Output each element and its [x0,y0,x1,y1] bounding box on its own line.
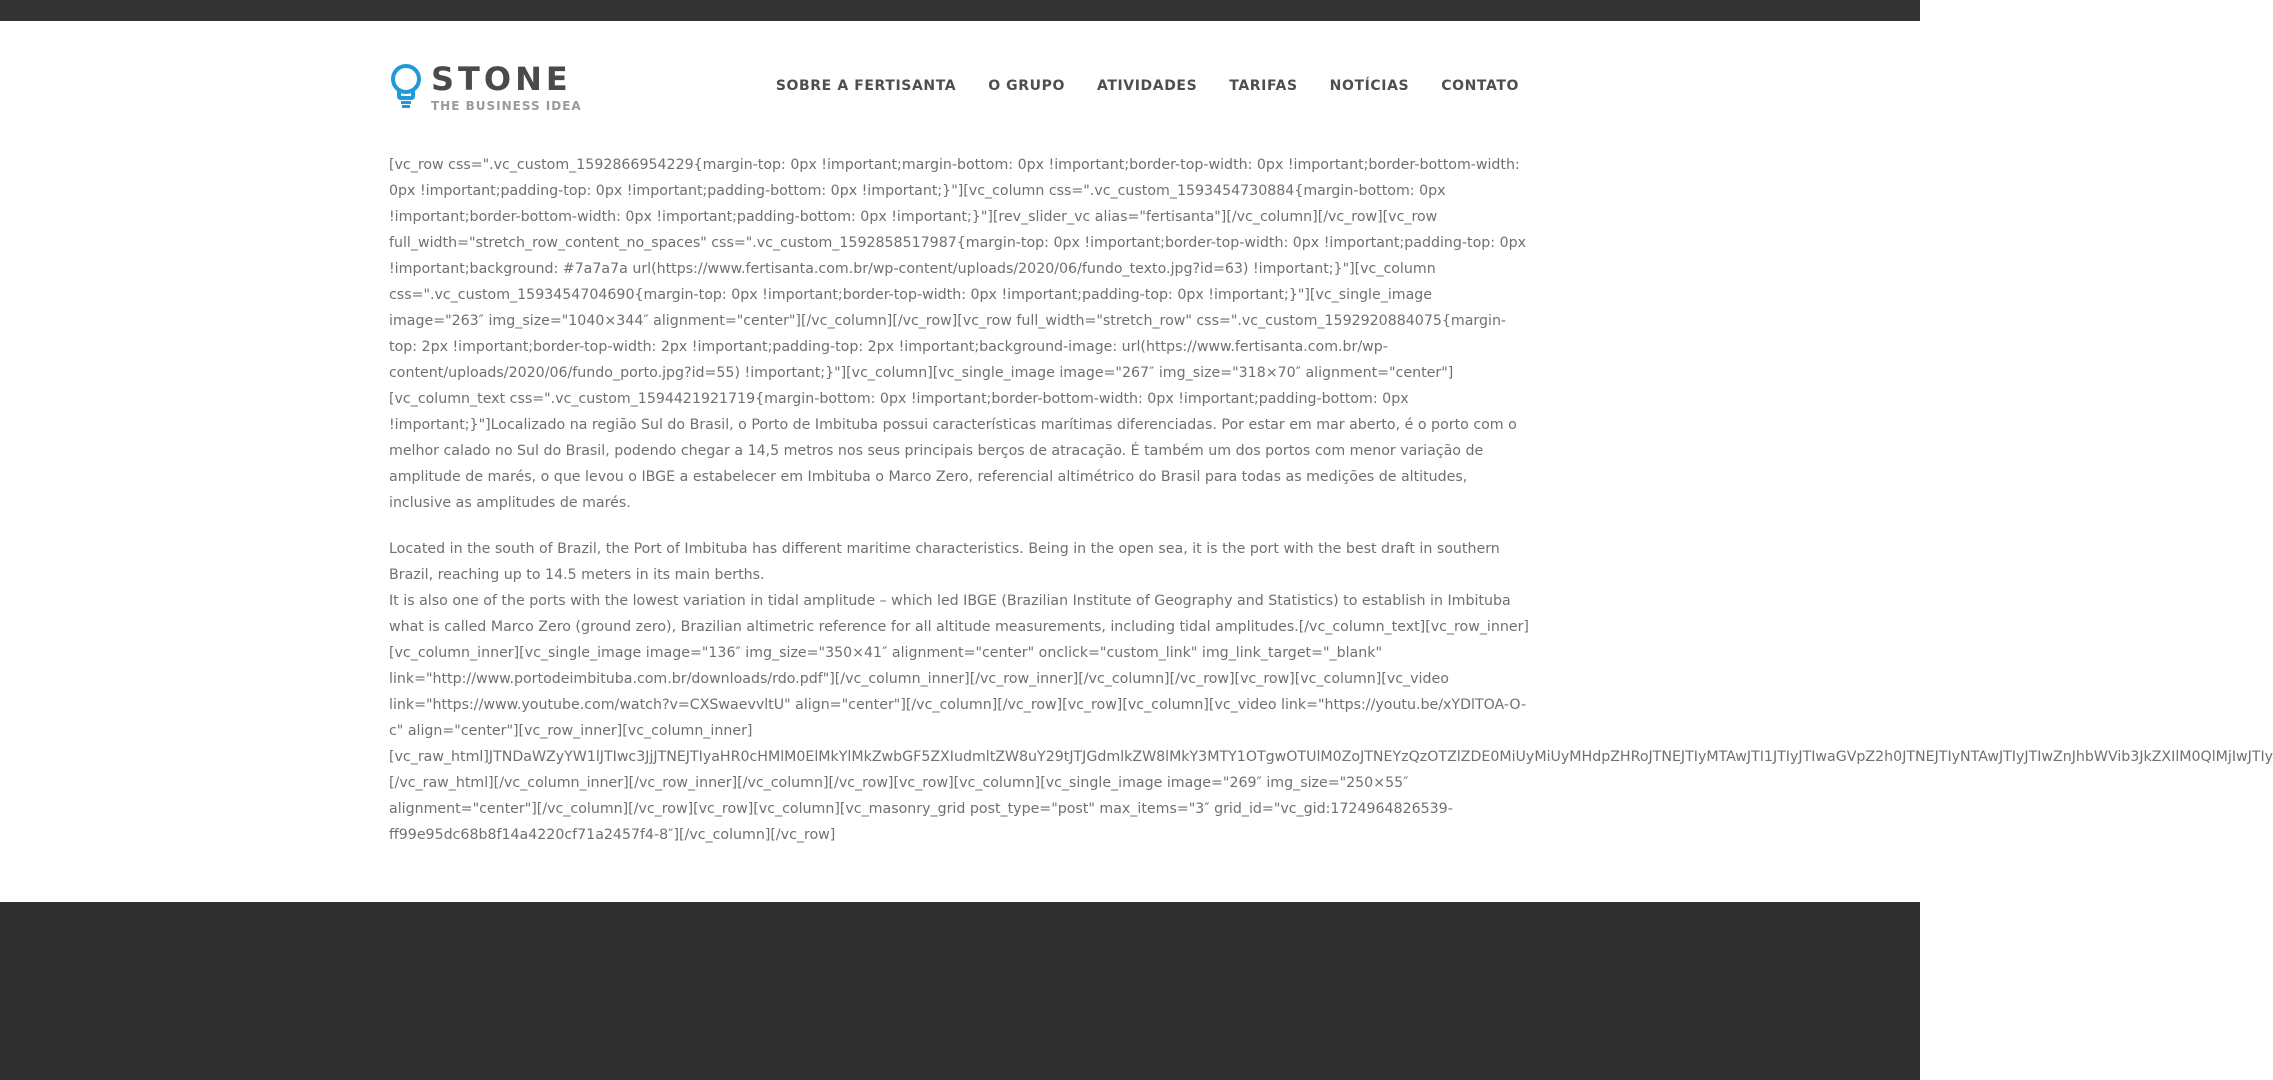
site-logo[interactable] [389,61,582,131]
nav-item-atividades[interactable]: ATIVIDADES [1096,78,1198,94]
content-paragraph-shortcodes: [/vc_raw_html][/vc_column_inner][/vc_row_inner][/vc_column][/vc_row][vc_row][vc_column][vc_single_image image="269″ img_size="250×55″ alignment="center"][/vc_column][/vc_row][vc_row][vc_column][vc_masonry_grid post_type="post" max_items="3″ grid_id="vc_gid:1724964826539-ff99e95dc68b8f14a4220cf71a2457f4-8″][/vc_column][/vc_row] [389,775,1453,843]
page-content [389,152,2273,868]
logo-title: STONE [431,60,572,98]
content-paragraph-pt: [vc_row css=".vc_custom_1592866954229{margin-top: 0px !important;margin-bottom: 0px !important;border-top-width: 0px !important;border-bottom-width: 0px !important;padding-top: 0px !important;padding-bottom: 0px !important;}"][vc_column css=".vc_custom_1593454730884{margin-bottom: 0px !important;border-bottom-width: 0px !important;padding-bottom: 0px !important;}"][rev_slider_vc alias="fertisanta"][/vc_column][/vc_row][vc_row full_width="stretch_row_content_no_spaces" css=".vc_custom_1592858517987{margin-top: 0px !important;border-top-width: 0px !important;padding-top: 0px !important;background: #7a7a7a url(https://www.fertisanta.com.br/wp-content/uploads/2020/06/fundo_texto.jpg?id=63) !important;}"][vc_column css=".vc_custom_1593454704690{margin-top: 0px !important;border-top-width: 0px !important;padding-top: 0px !important;}"][vc_single_image image="263″ img_size="1040×344″ alignment="center"][/vc_column][/vc_row][vc_row full_width="stretch_row" css=".vc_custom_1592920884075{margin-top: 2px !important;border-top-width: 2px !important;padding-top: 2px !important;background-image: url(https://www.fertisanta.com.br/wp-content/uploads/2020/06/fundo_porto.jpg?id=55) !important;}"][vc_column][vc_single_image image="267″ img_size="318×70″ alignment="center"][vc_column_text css=".vc_custom_1594421921719{margin-bottom: 0px !important;border-bottom-width: 0px !important;padding-bottom: 0px !important;}"]Localizado na região Sul do Brasil, o Porto de Imbituba possui características marítimas diferenciadas. Por estar em mar aberto, é o porto com o melhor calado no Sul do Brasil, podendo chegar a 14,5 metros nos seus principais berços de atracação. É também um dos portos com menor variação de amplitude de marés, o que levou o IBGE a estabelecer em Imbituba o Marco Zero, referencial altimétrico do Brasil para todas as medições de altitudes, inclusive as amplitudes de marés. [389,157,1527,511]
site-header [0,21,1920,131]
content-paragraph-en-2: It is also one of the ports with the lowest variation in tidal amplitude – which led IBGE (Brazilian Institute of Geography and Statistics) to establish in Imbituba what is called Marco Zero (ground zero), Brazilian altimetric reference for all altitude measurements, including tidal amplitudes.[/vc_column_text][vc_row_inner][vc_column_inner][vc_single_image image="136″ img_size="350×41″ alignment="center" onclick="custom_link" img_link_target="_blank" link="http://www.portodeimbituba.com.br/downloads/rdo.pdf"][/vc_column_inner][/vc_row_inner][/vc_column][/vc_row][vc_row][vc_column][vc_video link="https://www.youtube.com/watch?v=CXSwaevvltU" align="center"][/vc_column][/vc_row][vc_row][vc_column][vc_video link="https://youtu.be/xYDlTOA-O-c" align="center"][vc_row_inner][vc_column_inner] [389,593,1529,739]
raw-html-line: [vc_raw_html]JTNDaWZyYW1lJTIwc3JjJTNEJTIyaHR0cHMlM0ElMkYlMkZwbGF5ZXIudmltZW8uY29tJTJGdmlkZW8lMkY3MTY1OTgwOTUlM0ZoJTNEYzQzOTZlZDE0MiUyMiUyMHdpZHRoJTNEJTIyMTAwJTI1JTIyJTIwaGVpZ2h0JTNEJTIyNTAwJTIyJTIwZnJhbWVib3JkZXIlM0QlMjIwJTIy [389,749,2273,765]
lightbulb-icon [389,63,423,109]
nav-item-noticias[interactable]: NOTÍCIAS [1329,78,1410,94]
top-bar [0,0,1920,21]
nav-item-grupo[interactable]: O GRUPO [988,78,1065,94]
nav-item-sobre[interactable]: SOBRE A FERTISANTA [775,78,957,94]
nav-item-tarifas[interactable]: TARIFAS [1229,78,1298,94]
main-nav [744,78,1519,94]
nav-item-contato[interactable]: CONTATO [1441,78,1519,94]
content-paragraph-en-1: Located in the south of Brazil, the Port of Imbituba has different maritime characteristics. Being in the open sea, it is the port with the best draft in southern Brazil, reaching up to 14.5 meters in its main berths. [389,541,1500,583]
logo-tagline: THE BUSINESS IDEA [431,99,582,113]
site-footer [0,902,1920,1080]
